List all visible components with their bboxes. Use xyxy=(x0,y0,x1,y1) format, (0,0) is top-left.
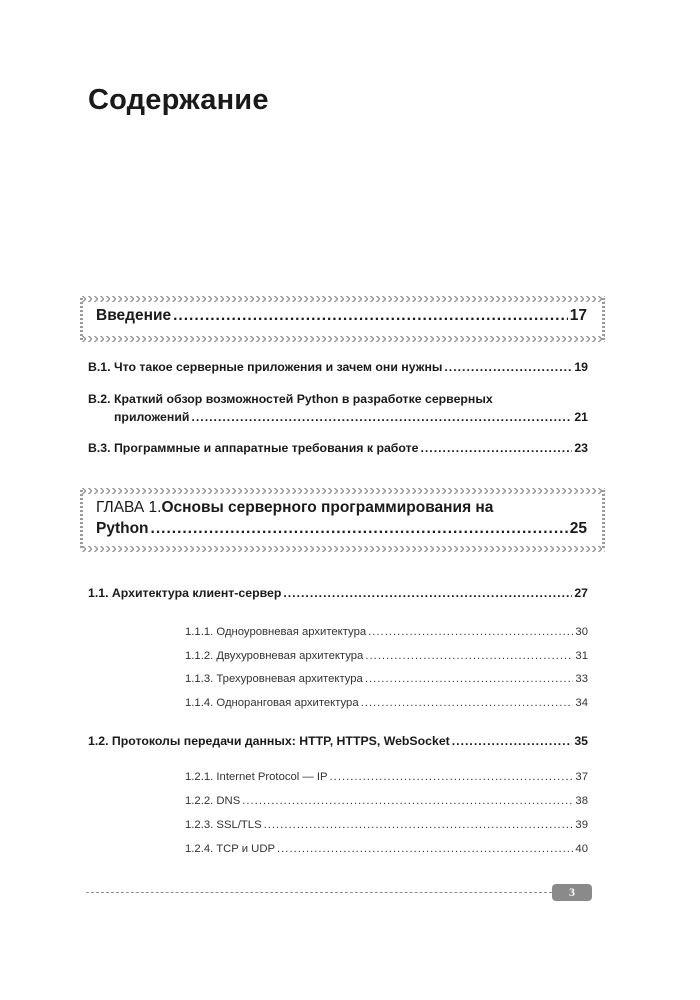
toc-leader-dots xyxy=(365,673,574,685)
toc-page-number: 38 xyxy=(575,795,588,807)
toc-entry-intro[interactable] xyxy=(96,307,587,325)
toc-page-number: 25 xyxy=(569,520,587,537)
box-border-right xyxy=(602,298,605,340)
toc-entry-1-2-3[interactable] xyxy=(185,819,588,831)
toc-entry-label: 1.2.2. DNS xyxy=(185,795,241,807)
chapter-title-line1 xyxy=(96,499,587,517)
toc-entry-label: 1.1.3. Трехуровневая архитектура xyxy=(185,673,363,685)
toc-leader-dots xyxy=(330,771,574,783)
box-border-bottom xyxy=(80,336,605,342)
toc-entry-label: 1.2. Протоколы передачи данных: HTTP, HTTPS, WebSocket xyxy=(88,734,450,748)
toc-page-number: 27 xyxy=(574,586,588,600)
toc-entry-label: 1.1.2. Двухуровневая архитектура xyxy=(185,650,364,662)
box-border-left xyxy=(80,298,83,340)
toc-entry-1-2-4[interactable] xyxy=(185,843,588,855)
toc-entry-label: Введение xyxy=(96,307,172,324)
toc-leader-dots xyxy=(420,441,572,455)
page-title: Содержание xyxy=(88,84,269,116)
toc-entry-label: 1.2.3. SSL/TLS xyxy=(185,819,262,831)
toc-page-number: 17 xyxy=(569,307,587,324)
box-border-left xyxy=(80,490,83,550)
toc-leader-dots xyxy=(365,650,573,662)
toc-leader-dots xyxy=(173,307,568,325)
box-border-bottom xyxy=(80,546,605,552)
box-border-top xyxy=(80,296,605,302)
toc-entry-label: В.2. Краткий обзор возможностей Python в разработке серверных xyxy=(88,392,493,406)
toc-page-number: 33 xyxy=(575,673,588,685)
toc-entry-b1[interactable] xyxy=(88,360,588,374)
toc-leader-dots xyxy=(361,697,574,709)
toc-entry-1-1-2[interactable] xyxy=(185,650,588,662)
toc-page-number: 34 xyxy=(575,697,588,709)
intro-chapter-box xyxy=(80,296,605,342)
toc-entry-chapter1[interactable] xyxy=(96,499,587,538)
toc-entry-label: 1.1.4. Одноранговая архитектура xyxy=(185,697,359,709)
toc-entry-1-1-1[interactable] xyxy=(185,626,588,638)
box-border-top xyxy=(80,488,605,494)
toc-entry-1-2-1[interactable] xyxy=(185,771,588,783)
toc-leader-dots xyxy=(191,410,572,424)
toc-leader-dots xyxy=(277,843,573,855)
toc-page-number: 40 xyxy=(575,843,588,855)
toc-entry-label: 1.1. Архитектура клиент-сервер xyxy=(88,586,282,600)
toc-entry-b3[interactable] xyxy=(88,441,588,455)
page-number-badge: 3 xyxy=(552,884,592,901)
toc-entry-label: 1.2.1. Internet Protocol — IP xyxy=(185,771,328,783)
toc-entry-label: В.1. Что такое серверные приложения и зачем они нужны xyxy=(88,360,443,374)
toc-leader-dots xyxy=(444,360,572,374)
chapter1-box xyxy=(80,488,605,552)
toc-leader-dots xyxy=(151,520,568,538)
chapter-title-cont: Python xyxy=(96,520,149,537)
toc-page-number: 30 xyxy=(575,626,588,638)
chapter-prefix: ГЛАВА 1. xyxy=(96,499,162,516)
toc-entry-1-1[interactable] xyxy=(88,586,588,600)
toc-entry-label-cont: приложений xyxy=(114,410,190,424)
toc-page-number: 19 xyxy=(574,360,588,374)
footer-rule xyxy=(86,892,552,893)
toc-leader-dots xyxy=(264,819,574,831)
toc-entry-1-1-3[interactable] xyxy=(185,673,588,685)
toc-entry-label: 1.1.1. Одноуровневая архитектура xyxy=(185,626,367,638)
toc-page-number: 31 xyxy=(575,650,588,662)
box-border-right xyxy=(602,490,605,550)
toc-leader-dots xyxy=(283,586,572,600)
toc-leader-dots xyxy=(452,734,573,748)
toc-entry-b2[interactable] xyxy=(88,392,588,424)
toc-entry-1-2[interactable] xyxy=(88,734,588,748)
chapter-title: Основы серверного программирования на xyxy=(161,499,494,516)
toc-page-number: 35 xyxy=(574,734,588,748)
toc-page-number: 39 xyxy=(575,819,588,831)
toc-leader-dots xyxy=(368,626,573,638)
toc-leader-dots xyxy=(242,795,573,807)
toc-page-number: 21 xyxy=(574,410,588,424)
toc-page-number: 23 xyxy=(574,441,588,455)
toc-entry-label: 1.2.4. TCP и UDP xyxy=(185,843,276,855)
toc-entry-1-2-2[interactable] xyxy=(185,795,588,807)
toc-entry-label: В.3. Программные и аппаратные требования к работе xyxy=(88,441,419,455)
toc-page-number: 37 xyxy=(575,771,588,783)
toc-entry-1-1-4[interactable] xyxy=(185,697,588,709)
